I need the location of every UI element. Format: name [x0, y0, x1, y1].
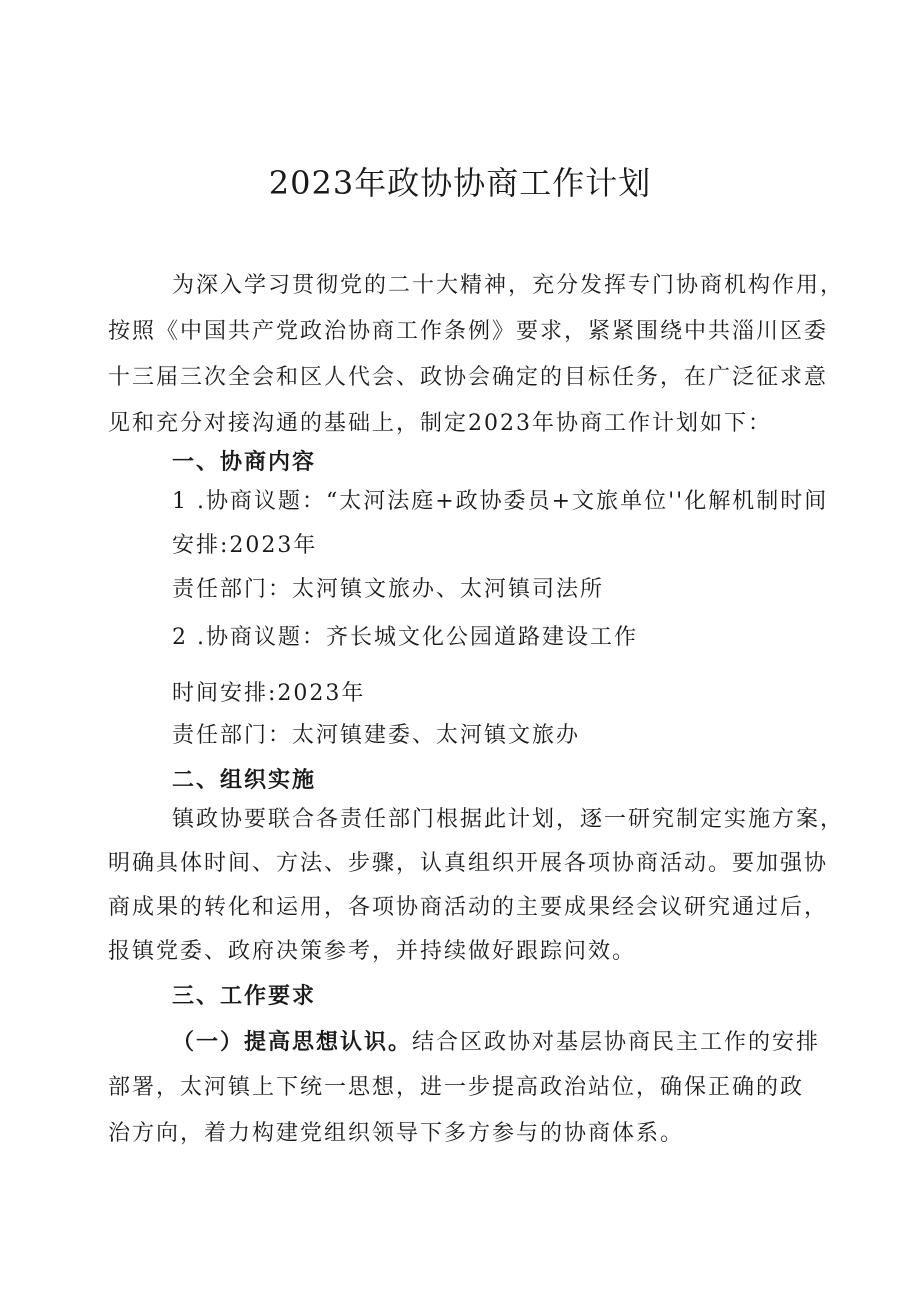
section3-sub1-line-3: 治方向，着力构建党组织领导下多方参与的协商体系。	[108, 1121, 685, 1146]
sub1-line-1-text: 结合区政协对基层协商民主工作的安排	[412, 1030, 821, 1055]
sub1-heading: （一）提高思想认识。	[172, 1029, 413, 1055]
item2-department: 责任部门：太河镇建委、太河镇文旅办	[172, 723, 581, 748]
intro-line-1: 为深入学习贯彻党的二十大精神，充分发挥专门协商机构作用，	[172, 273, 845, 298]
item2-topic: 2 .协商议题：齐长城文化公园道路建设工作	[172, 625, 638, 650]
intro-line-4: 见和充分对接沟通的基础上，制定2023年协商工作计划如下：	[108, 411, 772, 436]
section2-line-1: 镇政协要联合各责任部门根据此计划，逐一研究制定实施方案，	[172, 807, 845, 832]
section2-line-4: 报镇党委、政府决策参考，并持续做好跟踪问效。	[108, 939, 637, 964]
intro-line-2: 按照《中国共产党政治协商工作条例》要求，紧紧围绕中共淄川区委	[108, 319, 829, 344]
item1-topic-line-2: 安排:2023年	[172, 533, 318, 558]
section3-sub1-line-2: 部署，太河镇上下统一思想，进一步提高政治站位，确保正确的政	[108, 1075, 805, 1100]
document-title: 2023年政协协商工作计划	[268, 164, 652, 202]
section1-heading: 一、协商内容	[172, 449, 317, 475]
section2-line-2: 明确具体时间、方法、步骤，认真组织开展各项协商活动。要加强协	[108, 851, 829, 876]
section3-heading: 三、工作要求	[172, 983, 317, 1009]
item1-topic-line-1: 1 .协商议题：“太河法庭+政协委员+文旅单位''化解机制时间	[172, 489, 829, 514]
intro-line-3: 十三届三次全会和区人代会、政协会确定的目标任务，在广泛征求意	[108, 365, 829, 390]
section2-line-3: 商成果的转化和运用，各项协商活动的主要成果经会议研究通过后，	[108, 895, 829, 920]
section3-sub1-line-1	[172, 1024, 820, 1061]
section2-heading: 二、组织实施	[172, 767, 317, 793]
item2-time: 时间安排:2023年	[172, 681, 366, 706]
item1-department: 责任部门：太河镇文旅办、太河镇司法所	[172, 577, 605, 602]
